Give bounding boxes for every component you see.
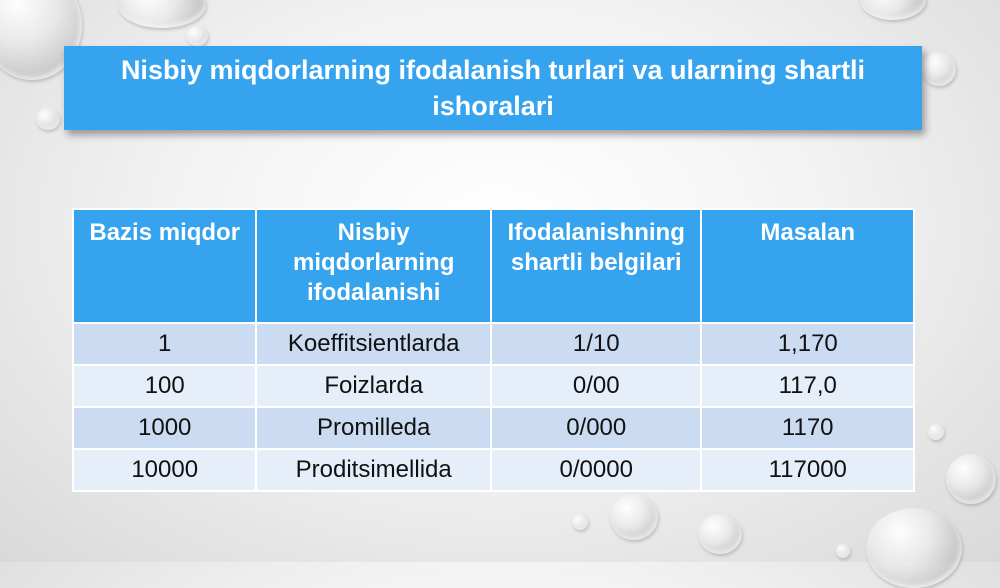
water-drop-decoration <box>610 494 658 540</box>
water-drop-decoration <box>572 514 588 530</box>
header-cell: Ifodalanishning shartli belgilari <box>491 209 702 323</box>
table-cell: 117000 <box>701 449 914 491</box>
title-banner <box>64 46 922 130</box>
table-row <box>73 365 914 407</box>
table-cell: 0/0000 <box>491 449 702 491</box>
table-row <box>73 407 914 449</box>
table-cell: 10000 <box>73 449 256 491</box>
relative-values-table <box>72 208 915 492</box>
water-drop-decoration <box>36 108 60 130</box>
table-cell: Promilleda <box>256 407 491 449</box>
header-cell: Bazis miqdor <box>73 209 256 323</box>
table-cell: 0/00 <box>491 365 702 407</box>
table-cell: 117,0 <box>701 365 914 407</box>
table-row <box>73 323 914 365</box>
header-cell: Nisbiy miqdorlarning ifodalanishi <box>256 209 491 323</box>
water-drop-decoration <box>118 0 206 28</box>
water-drop-decoration <box>928 424 944 440</box>
table-cell: Proditsimellida <box>256 449 491 491</box>
table-cell: 0/000 <box>491 407 702 449</box>
table-header-row <box>73 209 914 323</box>
header-cell: Masalan <box>701 209 914 323</box>
water-drop-decoration <box>946 454 996 504</box>
table-row <box>73 449 914 491</box>
table-cell: 1,170 <box>701 323 914 365</box>
table-cell: Koeffitsientlarda <box>256 323 491 365</box>
water-drop-decoration <box>922 52 956 86</box>
table-cell: 1170 <box>701 407 914 449</box>
water-drop-decoration <box>698 514 742 554</box>
table-cell: 1000 <box>73 407 256 449</box>
table-cell: 1 <box>73 323 256 365</box>
slide-title: Nisbiy miqdorlarning ifodalanish turlari va ularning shartli ishoralari <box>120 55 866 121</box>
water-drop-decoration <box>860 0 926 20</box>
water-drop-decoration <box>836 544 850 558</box>
water-drop-decoration <box>866 508 962 588</box>
table-cell: 100 <box>73 365 256 407</box>
table-cell: Foizlarda <box>256 365 491 407</box>
table-cell: 1/10 <box>491 323 702 365</box>
water-drop-decoration <box>186 26 208 46</box>
